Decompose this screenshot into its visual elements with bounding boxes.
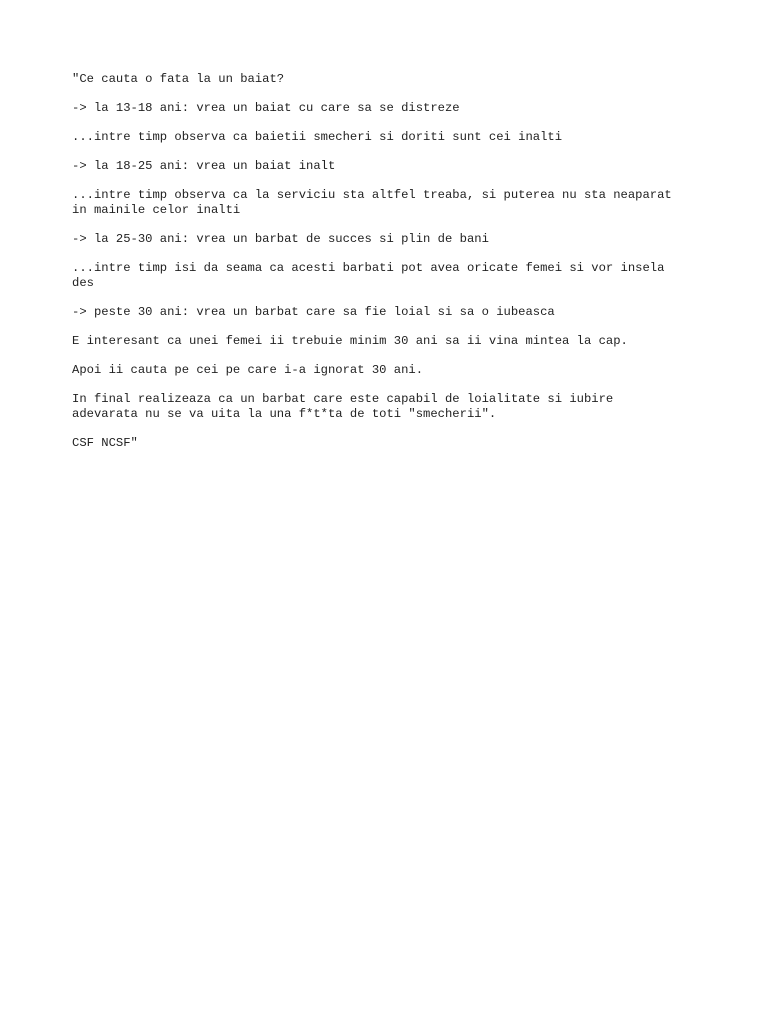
paragraph-signoff: CSF NCSF" — [72, 436, 138, 450]
paragraph-meanwhile-2: ...intre timp observa ca la serviciu sta altfel treaba, si puterea nu sta neaparat in mainile celor inalti — [72, 188, 672, 217]
paragraph-meanwhile-3: ...intre timp isi da seama ca acesti barbati pot avea oricate femei si vor insela des — [72, 261, 665, 290]
paragraph-finally: In final realizeaza ca un barbat care este capabil de loialitate si iubire adevarata nu se va uita la una f*t*ta de toti "smecherii". — [72, 392, 614, 421]
paragraph-meanwhile-1: ...intre timp observa ca baietii smecheri si doriti sunt cei inalti — [72, 130, 563, 144]
paragraph-age-18-25: -> la 18-25 ani: vrea un baiat inalt — [72, 159, 336, 173]
document-body — [72, 72, 696, 465]
paragraph-then: Apoi ii cauta pe cei pe care i-a ignorat 30 ani. — [72, 363, 424, 377]
paragraph-interesting: E interesant ca unei femei ii trebuie minim 30 ani sa ii vina mintea la cap. — [72, 334, 628, 348]
paragraph-age-13-18: -> la 13-18 ani: vrea un baiat cu care sa se distreze — [72, 101, 460, 115]
paragraph-age-25-30: -> la 25-30 ani: vrea un barbat de succes si plin de bani — [72, 232, 489, 246]
paragraph-age-over-30: -> peste 30 ani: vrea un barbat care sa fie loial si sa o iubeasca — [72, 305, 555, 319]
paragraph-title-question: "Ce cauta o fata la un baiat? — [72, 72, 285, 86]
